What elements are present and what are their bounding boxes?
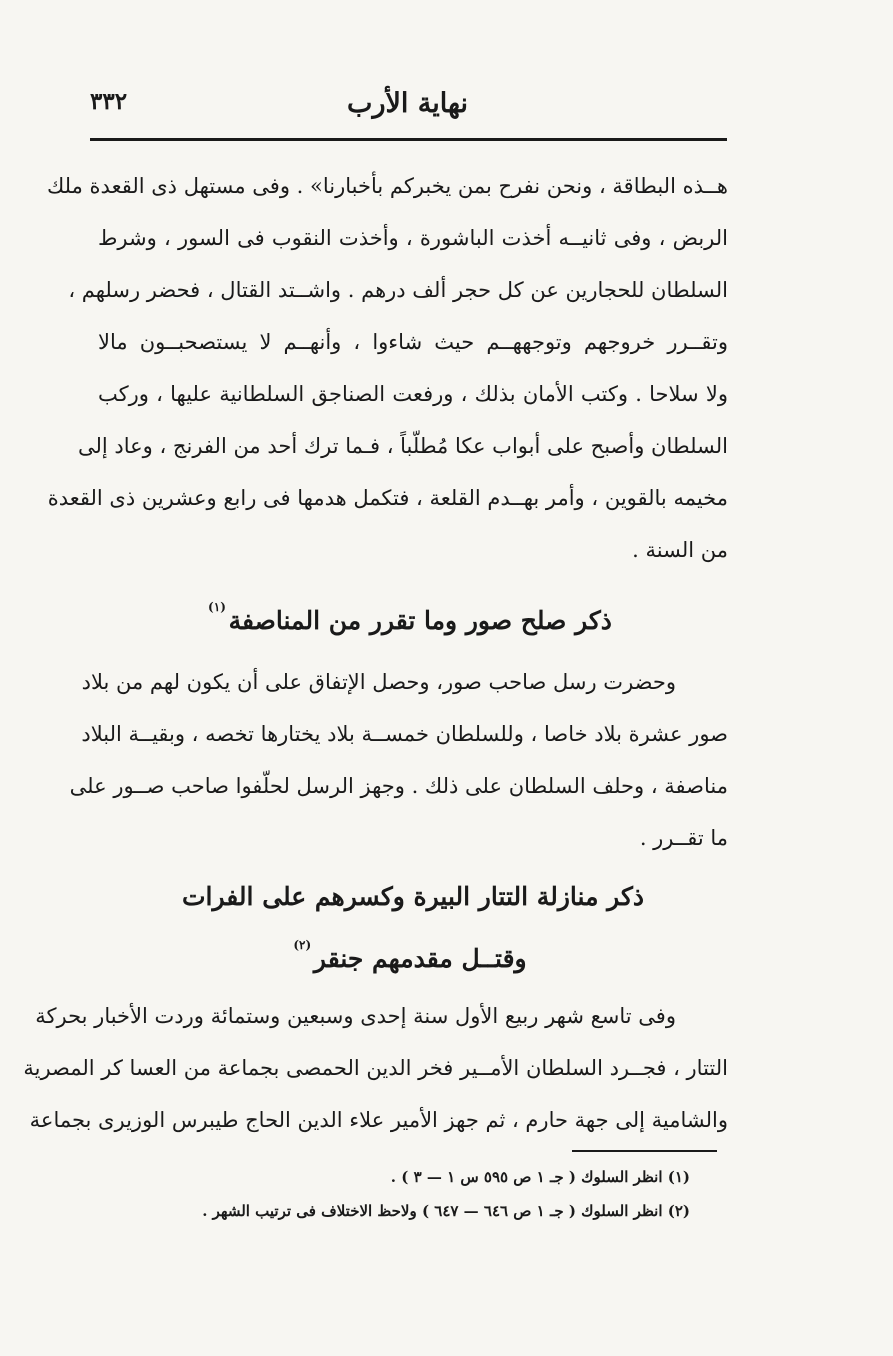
section-heading-2-line-2 [98,938,728,973]
paragraph-1 [46,160,728,576]
running-head [90,82,725,132]
text-line: هــذه البطاقة ، ونحن نفرح بمن يخبركم بأخبارنا» . وفى مستهل ذى القعدة ملك [46,174,728,198]
footnote-rule [572,1150,717,1152]
text-line: وفى تاسع شهر ربيع الأول سنة إحدى وسبعين وستمائة وردت الأخبار بحركة [35,1004,676,1028]
footnotes [130,1160,690,1228]
text-line: التتار ، فجــرد السلطان الأمــير فخر الدين الحمصى بجماعة من العسا كر المصرية [23,1056,728,1080]
footnote-ref-2: (٢) [293,938,312,952]
text-line: ما تقــرر . [639,826,728,850]
section-heading-1 [98,600,728,635]
text-line: وتقــرر خروجهم وتوجههــم حيث شاءوا ، وأنهــم لا يستصحبــون مالا [98,330,728,354]
section-heading-2 [98,882,728,911]
text-line: مخيمه بالقوين ، وأمر بهــدم القلعة ، فتكمل هدمها فى رابع وعشرين ذى القعدة [47,486,728,510]
footnote-1: (١) انظر السلوك ( جـ ١ ص ٥٩٥ س ١ — ٣ ) . [390,1168,690,1186]
header-rule [90,138,727,141]
footnote-ref-1: (١) [208,600,226,614]
text-line: مناصفة ، وحلف السلطان على ذلك . وجهز الرسل لحلّفوا صاحب صــور على [69,774,728,798]
text-line: السلطان وأصبح على أبواب عكا مُطلّباً ، فـما ترك أحد من الفرنج ، وعاد إلى [77,434,728,458]
text-line: الربض ، وفى ثانيــه أخذت الباشورة ، وأخذت النقوب فى السور ، وشرط [98,226,728,250]
heading-text: ذكر منازلة التتار البيرة وكسرهم على الفرات [182,882,644,911]
paragraph-2 [69,656,728,864]
heading-text: ذكر صلح صور وما تقرر من المناصفة [228,606,612,635]
text-line: السلطان للحجارين عن كل حجر ألف درهم . واشــتد القتال ، فحضر رسلهم ، [68,278,728,302]
text-line: صور عشرة بلاد خاصا ، وللسلطان خمســة بلاد يختارها تخصه ، وبقيــة البلاد [81,722,728,746]
page-number: ٣٣٢ [90,88,128,115]
paragraph-3 [23,990,728,1146]
text-line: وحضرت رسل صاحب صور، وحصل الإتفاق على أن يكون لهم من بلاد [81,670,676,694]
footnote-2: (٢) انظر السلوك ( جـ ١ ص ٦٤٦ — ٦٤٧ ) ولاحظ الاختلاف فى ترتيب الشهر . [202,1202,690,1220]
heading-text: وقتــل مقدمهم جنقر [313,944,527,973]
running-title: نهاية الأرب [347,88,468,119]
text-line: ولا سلاحا . وكتب الأمان بذلك ، ورفعت الصناجق السلطانية عليها ، وركب [98,382,728,406]
text-line: والشامية إلى جهة حارم ، ثم جهز الأمير علاء الدين الحاج طيبرس الوزيرى بجماعة [29,1108,728,1132]
text-line: من السنة . [632,538,728,562]
